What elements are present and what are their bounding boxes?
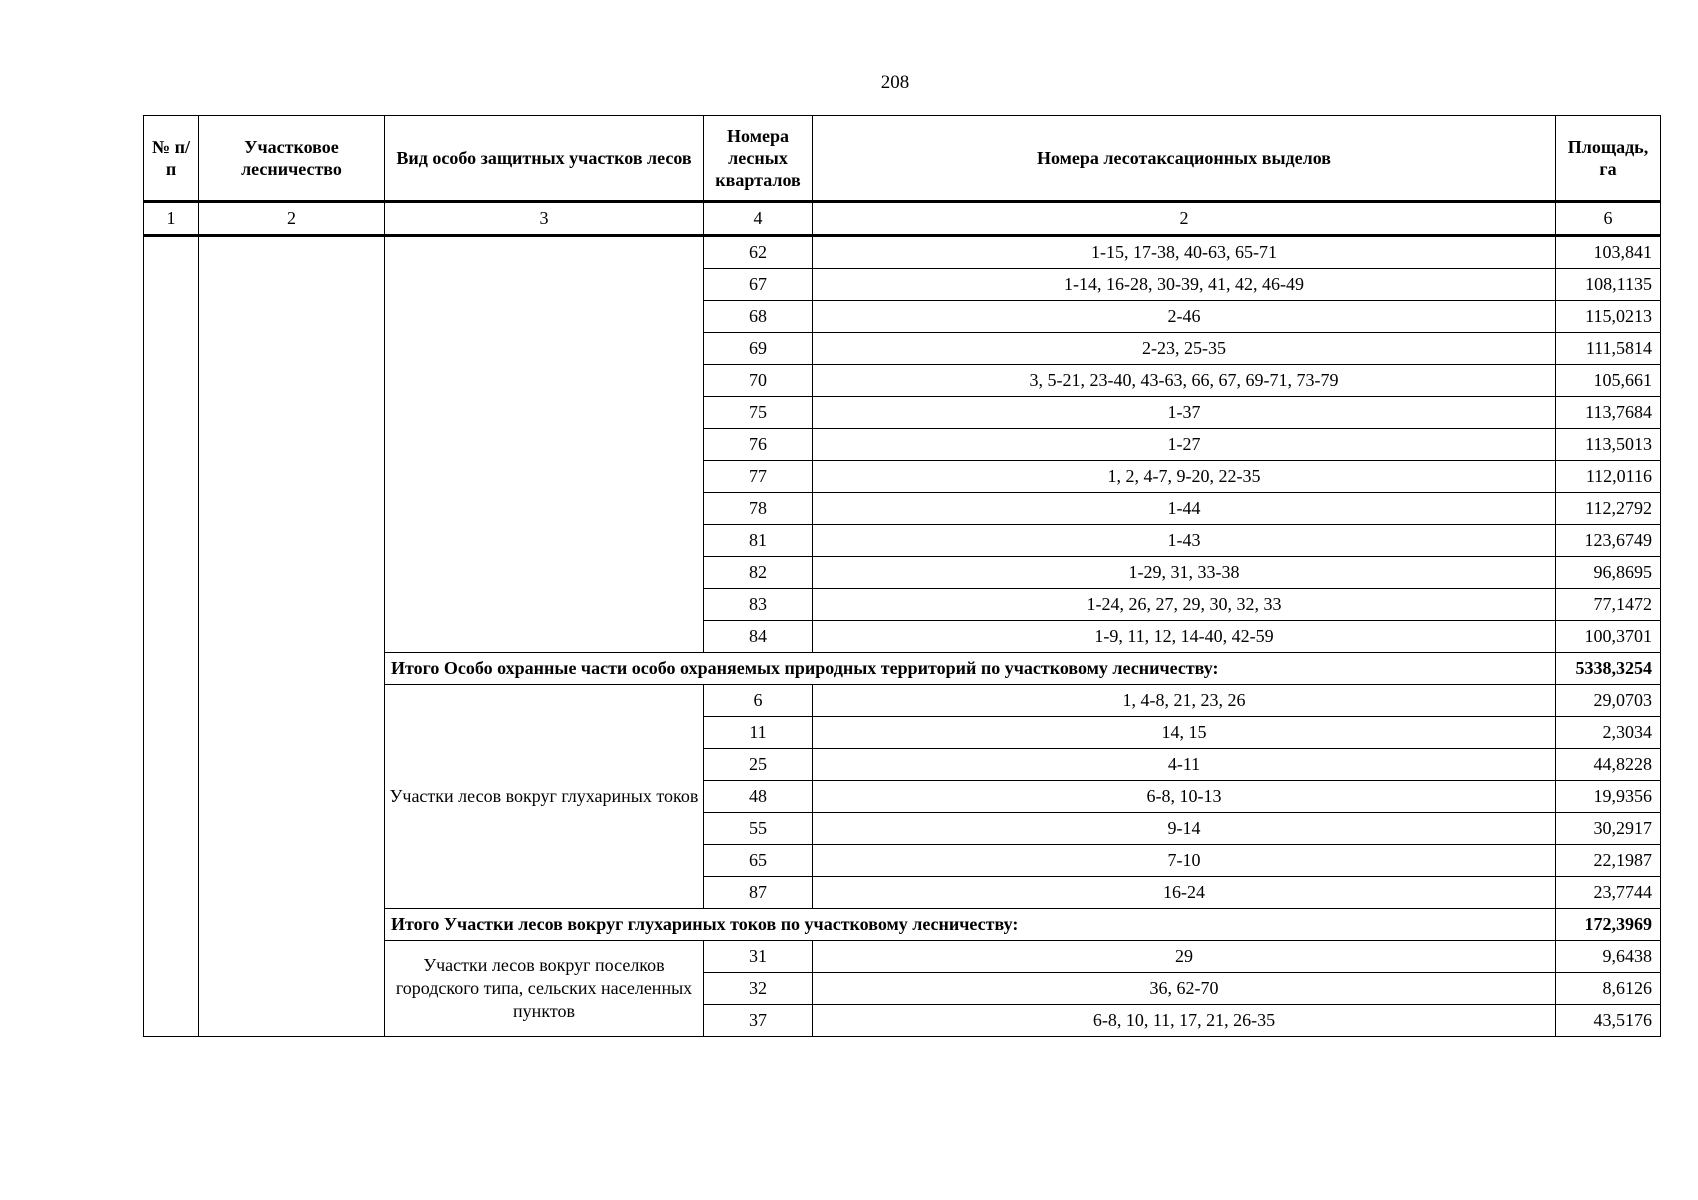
column-number: 3 xyxy=(385,202,704,236)
column-number-row xyxy=(144,202,1661,236)
quarter-number: 70 xyxy=(704,365,813,397)
header-forestry: Участковое лесничество xyxy=(199,116,385,202)
plot-numbers: 1-29, 31, 33-38 xyxy=(813,557,1556,589)
plot-numbers: 16-24 xyxy=(813,877,1556,909)
header-plots: Номера лесотаксационных выделов xyxy=(813,116,1556,202)
column-number: 2 xyxy=(813,202,1556,236)
quarter-number: 62 xyxy=(704,236,813,269)
subtotal-value: 5338,3254 xyxy=(1556,653,1661,685)
plot-area: 112,0116 xyxy=(1556,461,1661,493)
plot-numbers: 1-15, 17-38, 40-63, 65-71 xyxy=(813,236,1556,269)
quarter-number: 65 xyxy=(704,845,813,877)
quarter-number: 81 xyxy=(704,525,813,557)
plot-numbers: 1-37 xyxy=(813,397,1556,429)
quarter-number: 76 xyxy=(704,429,813,461)
column-number: 2 xyxy=(199,202,385,236)
subtotal-label: Итого Участки лесов вокруг глухариных токов по участковому лесничеству: xyxy=(385,909,1556,941)
table-row xyxy=(144,236,1661,269)
plot-numbers: 1-24, 26, 27, 29, 30, 32, 33 xyxy=(813,589,1556,621)
plot-area: 115,0213 xyxy=(1556,301,1661,333)
quarter-number: 68 xyxy=(704,301,813,333)
forestry-cell xyxy=(199,236,385,1037)
plot-area: 105,661 xyxy=(1556,365,1661,397)
plot-numbers: 7-10 xyxy=(813,845,1556,877)
plot-area: 23,7744 xyxy=(1556,877,1661,909)
plot-area: 96,8695 xyxy=(1556,557,1661,589)
quarter-number: 6 xyxy=(704,685,813,717)
plot-area: 100,3701 xyxy=(1556,621,1661,653)
quarter-number: 32 xyxy=(704,973,813,1005)
plot-area: 103,841 xyxy=(1556,236,1661,269)
quarter-number: 11 xyxy=(704,717,813,749)
plot-area: 112,2792 xyxy=(1556,493,1661,525)
plot-numbers: 1, 2, 4-7, 9-20, 22-35 xyxy=(813,461,1556,493)
quarter-number: 77 xyxy=(704,461,813,493)
plot-numbers: 1, 4-8, 21, 23, 26 xyxy=(813,685,1556,717)
plot-numbers: 2-23, 25-35 xyxy=(813,333,1556,365)
header-plot-type: Вид особо защитных участков лесов xyxy=(385,116,704,202)
plot-numbers: 6-8, 10-13 xyxy=(813,781,1556,813)
plot-numbers: 36, 62-70 xyxy=(813,973,1556,1005)
header-quarters: Номера лесных кварталов xyxy=(704,116,813,202)
plot-numbers: 1-27 xyxy=(813,429,1556,461)
plot-area: 22,1987 xyxy=(1556,845,1661,877)
quarter-number: 84 xyxy=(704,621,813,653)
plot-area: 2,3034 xyxy=(1556,717,1661,749)
quarter-number: 55 xyxy=(704,813,813,845)
quarter-number: 48 xyxy=(704,781,813,813)
plot-numbers: 29 xyxy=(813,941,1556,973)
plot-area: 8,6126 xyxy=(1556,973,1661,1005)
plot-area: 113,5013 xyxy=(1556,429,1661,461)
quarter-number: 31 xyxy=(704,941,813,973)
row-number-cell xyxy=(144,236,199,1037)
plot-area: 19,9356 xyxy=(1556,781,1661,813)
plot-numbers: 9-14 xyxy=(813,813,1556,845)
quarter-number: 82 xyxy=(704,557,813,589)
plot-area: 123,6749 xyxy=(1556,525,1661,557)
quarter-number: 83 xyxy=(704,589,813,621)
plot-numbers: 6-8, 10, 11, 17, 21, 26-35 xyxy=(813,1005,1556,1037)
forest-plots-table xyxy=(143,115,1661,1037)
plot-numbers: 1-14, 16-28, 30-39, 41, 42, 46-49 xyxy=(813,269,1556,301)
plot-area: 30,2917 xyxy=(1556,813,1661,845)
plot-numbers: 2-46 xyxy=(813,301,1556,333)
quarter-number: 37 xyxy=(704,1005,813,1037)
plot-area: 43,5176 xyxy=(1556,1005,1661,1037)
plot-numbers: 1-43 xyxy=(813,525,1556,557)
header-row xyxy=(144,116,1661,202)
plot-type-cell xyxy=(385,236,704,653)
table-body xyxy=(144,202,1661,1037)
quarter-number: 67 xyxy=(704,269,813,301)
plot-numbers: 3, 5-21, 23-40, 43-63, 66, 67, 69-71, 73-79 xyxy=(813,365,1556,397)
quarter-number: 75 xyxy=(704,397,813,429)
plot-type-cell: Участки лесов вокруг поселков городского типа, сельских населенных пунктов xyxy=(385,941,704,1037)
plot-area: 9,6438 xyxy=(1556,941,1661,973)
page-number: 208 xyxy=(880,72,910,93)
plot-area: 77,1472 xyxy=(1556,589,1661,621)
header-number: № п/п xyxy=(144,116,199,202)
plot-area: 44,8228 xyxy=(1556,749,1661,781)
quarter-number: 25 xyxy=(704,749,813,781)
plot-type-cell: Участки лесов вокруг глухариных токов xyxy=(385,685,704,909)
plot-area: 111,5814 xyxy=(1556,333,1661,365)
plot-numbers: 14, 15 xyxy=(813,717,1556,749)
plot-area: 29,0703 xyxy=(1556,685,1661,717)
quarter-number: 78 xyxy=(704,493,813,525)
column-number: 4 xyxy=(704,202,813,236)
quarter-number: 87 xyxy=(704,877,813,909)
subtotal-value: 172,3969 xyxy=(1556,909,1661,941)
column-number: 6 xyxy=(1556,202,1661,236)
plot-area: 113,7684 xyxy=(1556,397,1661,429)
plot-area: 108,1135 xyxy=(1556,269,1661,301)
plot-numbers: 4-11 xyxy=(813,749,1556,781)
plot-numbers: 1-44 xyxy=(813,493,1556,525)
subtotal-label: Итого Особо охранные части особо охраняемых природных территорий по участковому лесничеству: xyxy=(385,653,1556,685)
plot-numbers: 1-9, 11, 12, 14-40, 42-59 xyxy=(813,621,1556,653)
column-number: 1 xyxy=(144,202,199,236)
header-area: Площадь, га xyxy=(1556,116,1661,202)
quarter-number: 69 xyxy=(704,333,813,365)
